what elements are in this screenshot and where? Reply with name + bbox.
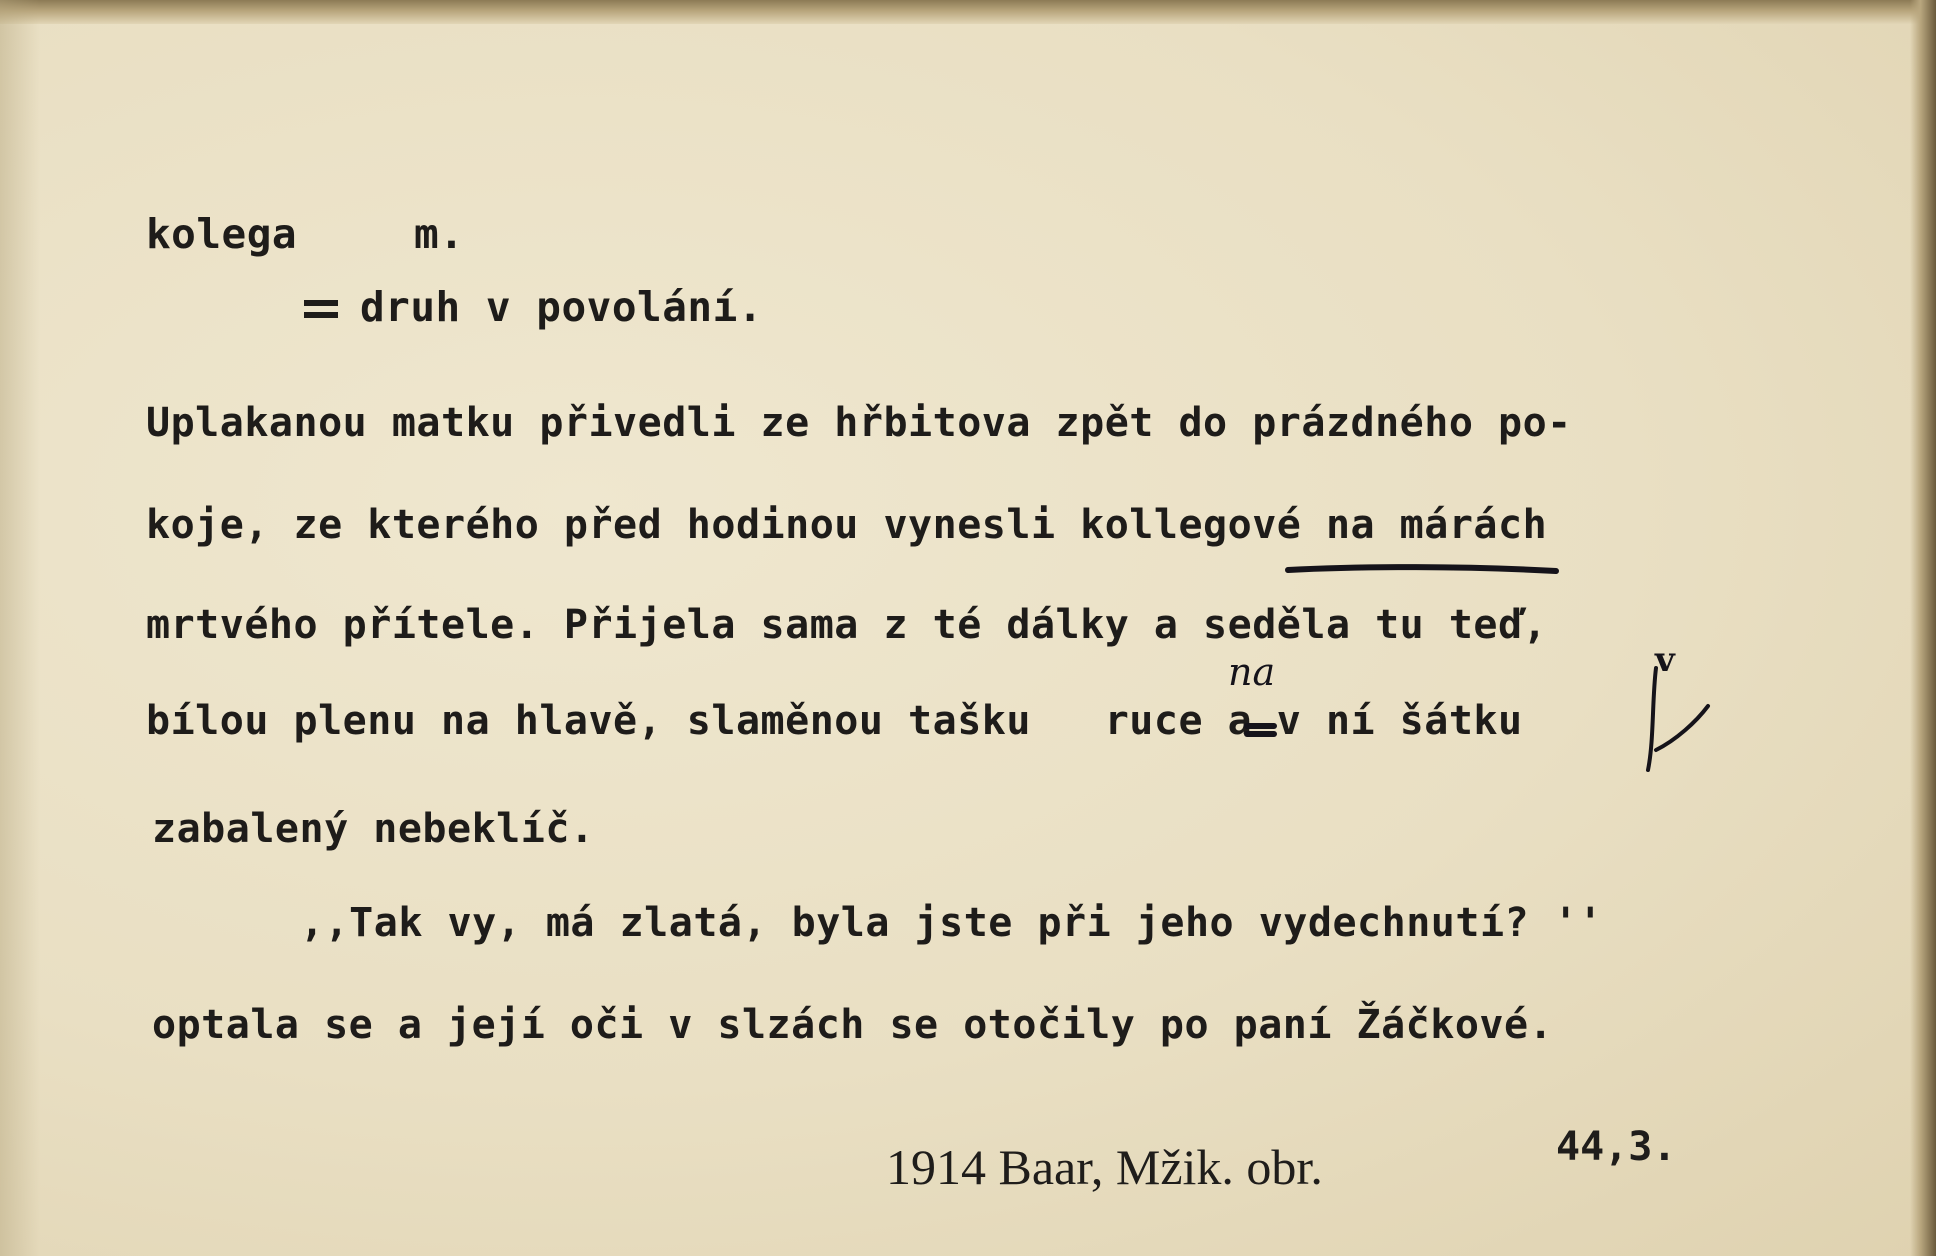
- card-right-edge: [1910, 0, 1936, 1256]
- card-left-shade: [0, 0, 40, 1256]
- card-top-edge: [0, 0, 1936, 24]
- quotation-line: zabalený nebeklíč.: [152, 806, 595, 852]
- citation-page: 44,3.: [1556, 1124, 1677, 1170]
- handwritten-underline: [1284, 560, 1564, 580]
- quotation-line: Uplakanou matku přivedli ze hřbitova zpět do prázdného po-: [146, 400, 1572, 446]
- quotation-line: optala se a její oči v slzách se otočily po paní Žáčkové.: [152, 1002, 1554, 1048]
- citation-source: 1914 Baar, Mžik. obr.: [886, 1139, 1323, 1195]
- handwritten-insertion: na: [1228, 650, 1276, 694]
- handwritten-insertion-stroke: [1636, 660, 1716, 780]
- equals-sign-icon: [304, 300, 338, 320]
- handwritten-strike-mark: [1244, 718, 1278, 742]
- handwritten-insertion: v: [1655, 640, 1675, 680]
- gender-label: m.: [414, 210, 465, 258]
- quotation-line: koje, ze kterého před hodinou vynesli kollegové na márách: [146, 502, 1548, 548]
- quotation-line: ,,Tak vy, má zlatá, byla jste při jeho vydechnutí? '': [300, 900, 1603, 946]
- definition: druh v povolání.: [360, 283, 763, 331]
- quotation-line: bílou plenu na hlavě, slaměnou tašku ruce a v ní šátku: [146, 698, 1523, 744]
- quotation-line: mrtvého přítele. Přijela sama z té dálky a seděla tu teď,: [146, 602, 1548, 648]
- headword: kolega: [146, 210, 298, 258]
